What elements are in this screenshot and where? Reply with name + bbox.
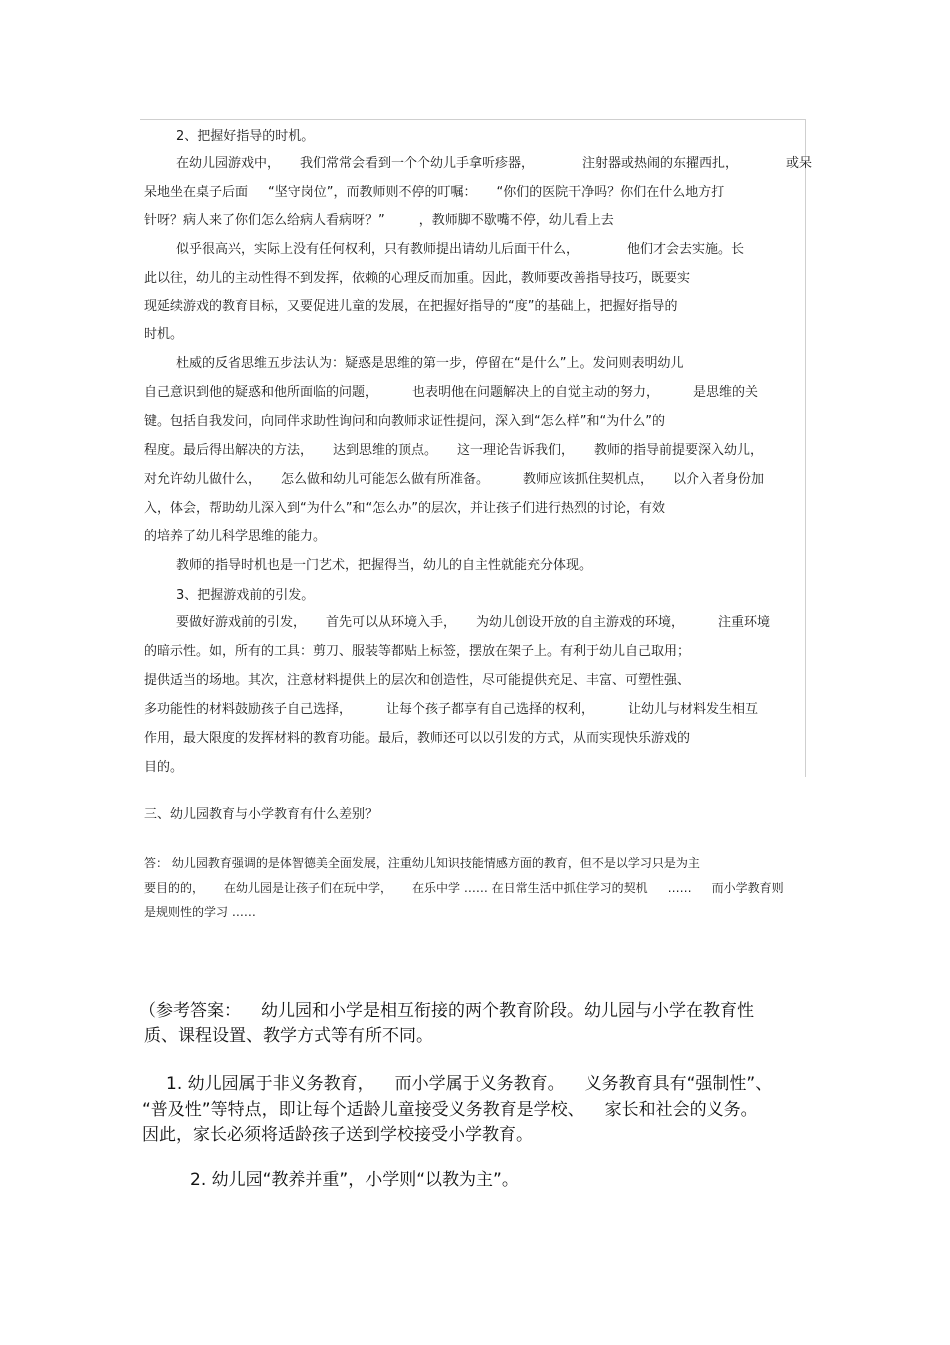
text-segment: 键。包括自我发问，向同伴求助性询问和向教师求证性提问，深入到“怎么样”和“为什么”的 [144,414,665,429]
text-segment: 以介入者身份加 [673,472,765,487]
text-segment: 幼儿园和小学是相互衔接的两个教育阶段。幼儿园与小学在教育性 [261,1001,754,1021]
text-segment: “坚守岗位”，而教师则不停的叮嘱： [268,185,477,200]
paragraph-line [144,528,326,546]
paragraph-line [176,155,812,173]
text-segment: 要做好游戏前的引发， [176,615,307,630]
text-segment: ，教师脚不歇嘴不停，幼儿看上去 [418,213,614,228]
text-segment: 在乐中学 …… 在日常生活中抓住学习的契机 [412,881,648,895]
heading-guidance-timing: 2、把握好指导的时机。 [176,129,315,144]
paragraph-line [144,298,677,316]
paragraph-line [144,730,690,748]
text-segment: 义务教育具有“强制性”、 [584,1074,773,1094]
text-segment: 注重环境 [718,615,771,630]
text-segment: 此以往，幼儿的主动性得不到发挥，依赖的心理反而加重。因此，教师要改善指导技巧，既要实 [144,271,691,286]
paragraph-line: 教师的指导时机也是一门艺术，把握得当，幼儿的自主性就能充分体现。 [176,558,593,573]
text-segment: 让幼儿与材料发生相互 [628,702,759,717]
paragraph-line [144,270,690,288]
text-segment: 杜威的反省思维五步法认为：疑惑是思维的第一步，停留在“是什么”上。发问则表明幼儿 [176,356,684,371]
text-segment: 而小学教育则 [711,881,784,895]
text-segment: “普及性”等特点，即让每个适龄儿童接受义务教育是学校、 [142,1100,585,1120]
paragraph-line [144,384,758,402]
question-heading: 三、幼儿园教育与小学教育有什么差别？ [144,807,379,822]
text-segment: “你们的医院干净吗？你们在什么地方打 [496,185,725,200]
text-segment: 这一理论告诉我们， [457,443,575,458]
answer-line [144,904,256,920]
text-segment: 或呆 [786,156,813,171]
text-segment: 他们才会去实施。长 [627,242,745,257]
text-segment: 对允许幼儿做什么， [144,472,262,487]
text-segment: 达到思维的顶点。 [333,443,438,458]
text-segment: 是思维的关 [693,385,759,400]
text-segment: （参考答案： [139,1001,241,1021]
text-segment: 质、课程设置、教学方式等有所不同。 [144,1026,433,1046]
paragraph-line [144,759,183,777]
paragraph-line [144,500,665,518]
paragraph-line [144,212,614,230]
reference-line [139,999,754,1023]
text-segment: 因此，家长必须将适龄孩子送到学校接受小学教育。 [142,1125,533,1145]
text-segment: 我们常常会看到一个个幼儿手拿听疹器， [300,156,535,171]
text-segment: 注射器或热闹的东擢西扎， [582,156,739,171]
text-segment: 1. 幼儿园属于非义务教育， [166,1074,375,1094]
answer-line [144,880,784,896]
reference-point-line [142,1098,758,1122]
text-segment: 呆地坐在桌子后面 [144,185,249,200]
text-segment: …… [667,881,692,895]
text-segment: 目的。 [144,760,184,775]
paragraph-line [144,184,724,202]
text-segment: 教师的指导前提要深入幼儿， [594,443,764,458]
text-segment: 程度。最后得出解决的方法， [144,443,314,458]
text-segment: 是规则性的学习 …… [144,905,256,919]
text-segment: 现延续游戏的教育目标，又要促进儿童的发展，在把握好指导的“度”的基础上，把握好指导的 [144,299,678,314]
reference-point-line [166,1072,772,1096]
paragraph-line [176,241,744,259]
text-segment: 也表明他在问题解决上的自觉主动的努力， [412,385,660,400]
paragraph-line [144,701,758,719]
answer-line [144,855,700,871]
text-segment: 作用，最大限度的发挥材料的教育功能。最后，教师还可以以引发的方式，从而实现快乐游戏的 [144,731,691,746]
text-segment: 在幼儿园游戏中， [176,156,281,171]
paragraph-line [176,614,770,632]
text-segment: 的培养了幼儿科学思维的能力。 [144,529,327,544]
text-segment: 而小学属于义务教育。 [394,1074,565,1094]
text-segment: 自己意识到他的疑惑和他所面临的问题， [144,385,379,400]
text-segment: 家长和社会的义务。 [604,1100,758,1120]
text-segment: 时机。 [144,327,184,342]
paragraph-line [144,471,764,489]
text-segment: 在幼儿园是让孩子们在玩中学， [224,881,393,895]
paragraph-line [144,413,665,431]
text-segment: 让每个孩子都享有自己选择的权利， [386,702,595,717]
text-segment: 多功能性的材料鼓励孩子自己选择， [144,702,353,717]
text-segment: 为幼儿创设开放的自主游戏的环境， [476,615,685,630]
paragraph-line [144,442,763,460]
paragraph-line [144,643,690,661]
text-segment: 提供适当的场地。其次，注意材料提供上的层次和创造性，尽可能提供充足、丰富、可塑性强、 [144,673,691,688]
text-segment: 似乎很高兴，实际上没有任何权利，只有教师提出请幼儿后面干什么， [176,242,580,257]
paragraph-line [176,355,683,373]
text-segment: 首先可以从环境入手， [326,615,457,630]
paragraph-line [144,672,690,690]
text-segment: 针呀？病人来了你们怎么给病人看病呀？” [144,213,385,228]
reference-line [144,1024,433,1048]
text-segment: 答： 幼儿园教育强调的是体智德美全面发展，注重幼儿知识技能情感方面的教育，但不是以学习只是为主 [144,856,700,870]
paragraph-line [144,326,183,344]
heading-pre-game-guidance: 3、把握游戏前的引发。 [176,588,315,603]
text-segment: 教师应该抓住契机点， [523,472,654,487]
text-segment: 怎么做和幼儿可能怎么做有所准备。 [281,472,490,487]
reference-point-line: 2. 幼儿园“教养并重”，小学则“以教为主”。 [190,1170,519,1190]
text-segment: 入，体会，帮助幼儿深入到“为什么”和“怎么办”的层次，并让孩子们进行热烈的讨论，有效 [144,501,665,516]
text-segment: 要目的的， [144,881,205,895]
reference-point-line [142,1123,533,1147]
text-segment: 的暗示性。如，所有的工具：剪刀、服装等都贴上标签，摆放在架子上。有利于幼儿自己取用； [144,644,691,659]
